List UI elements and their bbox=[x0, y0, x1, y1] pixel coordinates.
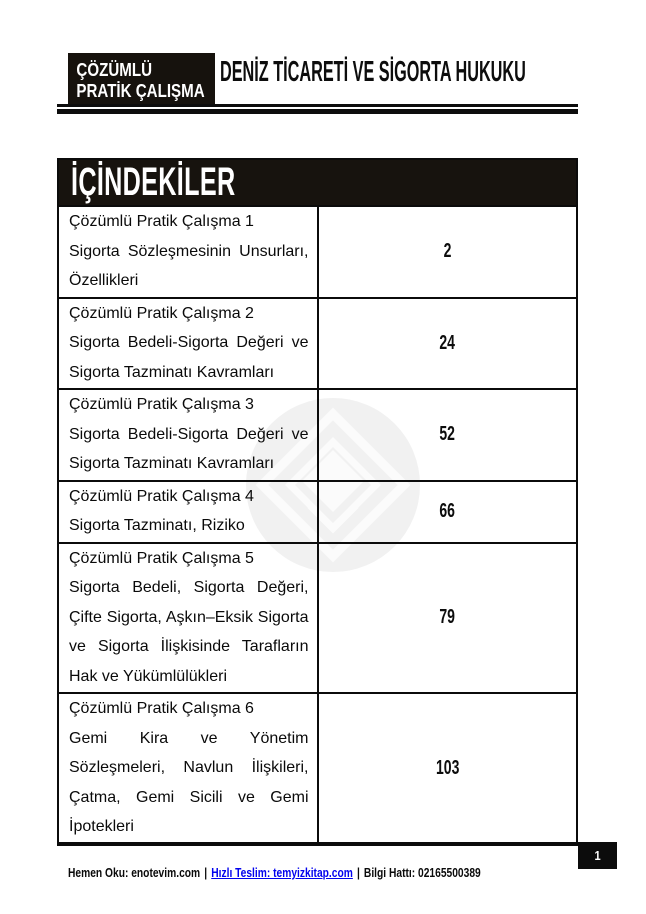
footer-separator: | bbox=[356, 866, 360, 880]
toc-row-4 bbox=[58, 481, 577, 543]
footer-read-now: Hemen Oku: enotevim.com bbox=[68, 866, 201, 880]
toc-entry-subtitle: Sigorta Tazminatı, Riziko bbox=[69, 517, 245, 534]
toc-entry-title: Çözümlü Pratik Çalışma 2 bbox=[69, 304, 254, 322]
toc-header-row bbox=[58, 159, 577, 206]
toc-entry-subtitle: Gemi Kira ve Yönetim Sözleşmeleri, Navlun İlişkileri, Çatma, Gemi Sicili ve Gemi İpotekleri bbox=[69, 729, 309, 835]
toc-entry-subtitle: Sigorta Bedeli-Sigorta Değeri ve Sigorta Tazminatı Kavramları bbox=[69, 425, 309, 472]
table-of-contents bbox=[57, 158, 578, 845]
footer-delivery-link[interactable]: Hızlı Teslim: temyizkitap.com bbox=[211, 866, 353, 880]
toc-entry-title: Çözümlü Pratik Çalışma 5 bbox=[69, 549, 254, 567]
toc-row-6 bbox=[58, 693, 577, 844]
toc-row-2 bbox=[58, 298, 577, 390]
toc-entry-subtitle: Sigorta Bedeli-Sigorta Değeri ve Sigorta Tazminatı Kavramları bbox=[69, 334, 309, 381]
toc-entry-subtitle: Sigorta Bedeli, Sigorta Değeri, Çifte Sigorta, Aşkın–Eksik Sigorta ve Sigorta İlişkisinde Tarafların Hak ve Yükümlülükleri bbox=[69, 579, 309, 685]
toc-entry-title: Çözümlü Pratik Çalışma 1 bbox=[69, 213, 254, 230]
page-title: DENİZ TİCARETİ VE SİGORTA HUKUKU bbox=[220, 56, 526, 88]
toc-entry-title: Çözümlü Pratik Çalışma 4 bbox=[69, 487, 254, 505]
series-badge bbox=[68, 53, 215, 104]
toc-heading: İÇİNDEKİLER bbox=[71, 160, 236, 204]
footer-contact-line bbox=[68, 866, 481, 880]
toc-entry-page: 2 bbox=[443, 240, 452, 263]
toc-row-3 bbox=[58, 389, 577, 481]
toc-row-5 bbox=[58, 543, 577, 694]
header-rule-top bbox=[57, 104, 578, 107]
footer-separator: | bbox=[204, 866, 208, 880]
page-number-box bbox=[578, 842, 617, 869]
toc-entry-subtitle: Sigorta Sözleşmesinin Unsurları, Özellikleri bbox=[69, 242, 309, 289]
footer-info-line: Bilgi Hattı: 02165500389 bbox=[363, 866, 481, 880]
toc-entry-page: 66 bbox=[439, 500, 456, 522]
page-number: 1 bbox=[594, 848, 601, 863]
series-badge-line1: ÇÖZÜMLÜ bbox=[76, 60, 152, 80]
toc-entry-page: 52 bbox=[439, 423, 456, 446]
series-badge-line2: PRATİK ÇALIŞMA bbox=[76, 80, 205, 101]
toc-entry-page: 24 bbox=[439, 331, 456, 354]
toc-entry-page: 79 bbox=[439, 606, 456, 629]
toc-entry-title: Çözümlü Pratik Çalışma 6 bbox=[69, 700, 254, 717]
header-rule-bottom bbox=[57, 109, 578, 114]
toc-entry-title: Çözümlü Pratik Çalışma 3 bbox=[69, 396, 254, 413]
toc-row-1 bbox=[58, 206, 577, 298]
toc-entry-page: 103 bbox=[435, 756, 459, 779]
